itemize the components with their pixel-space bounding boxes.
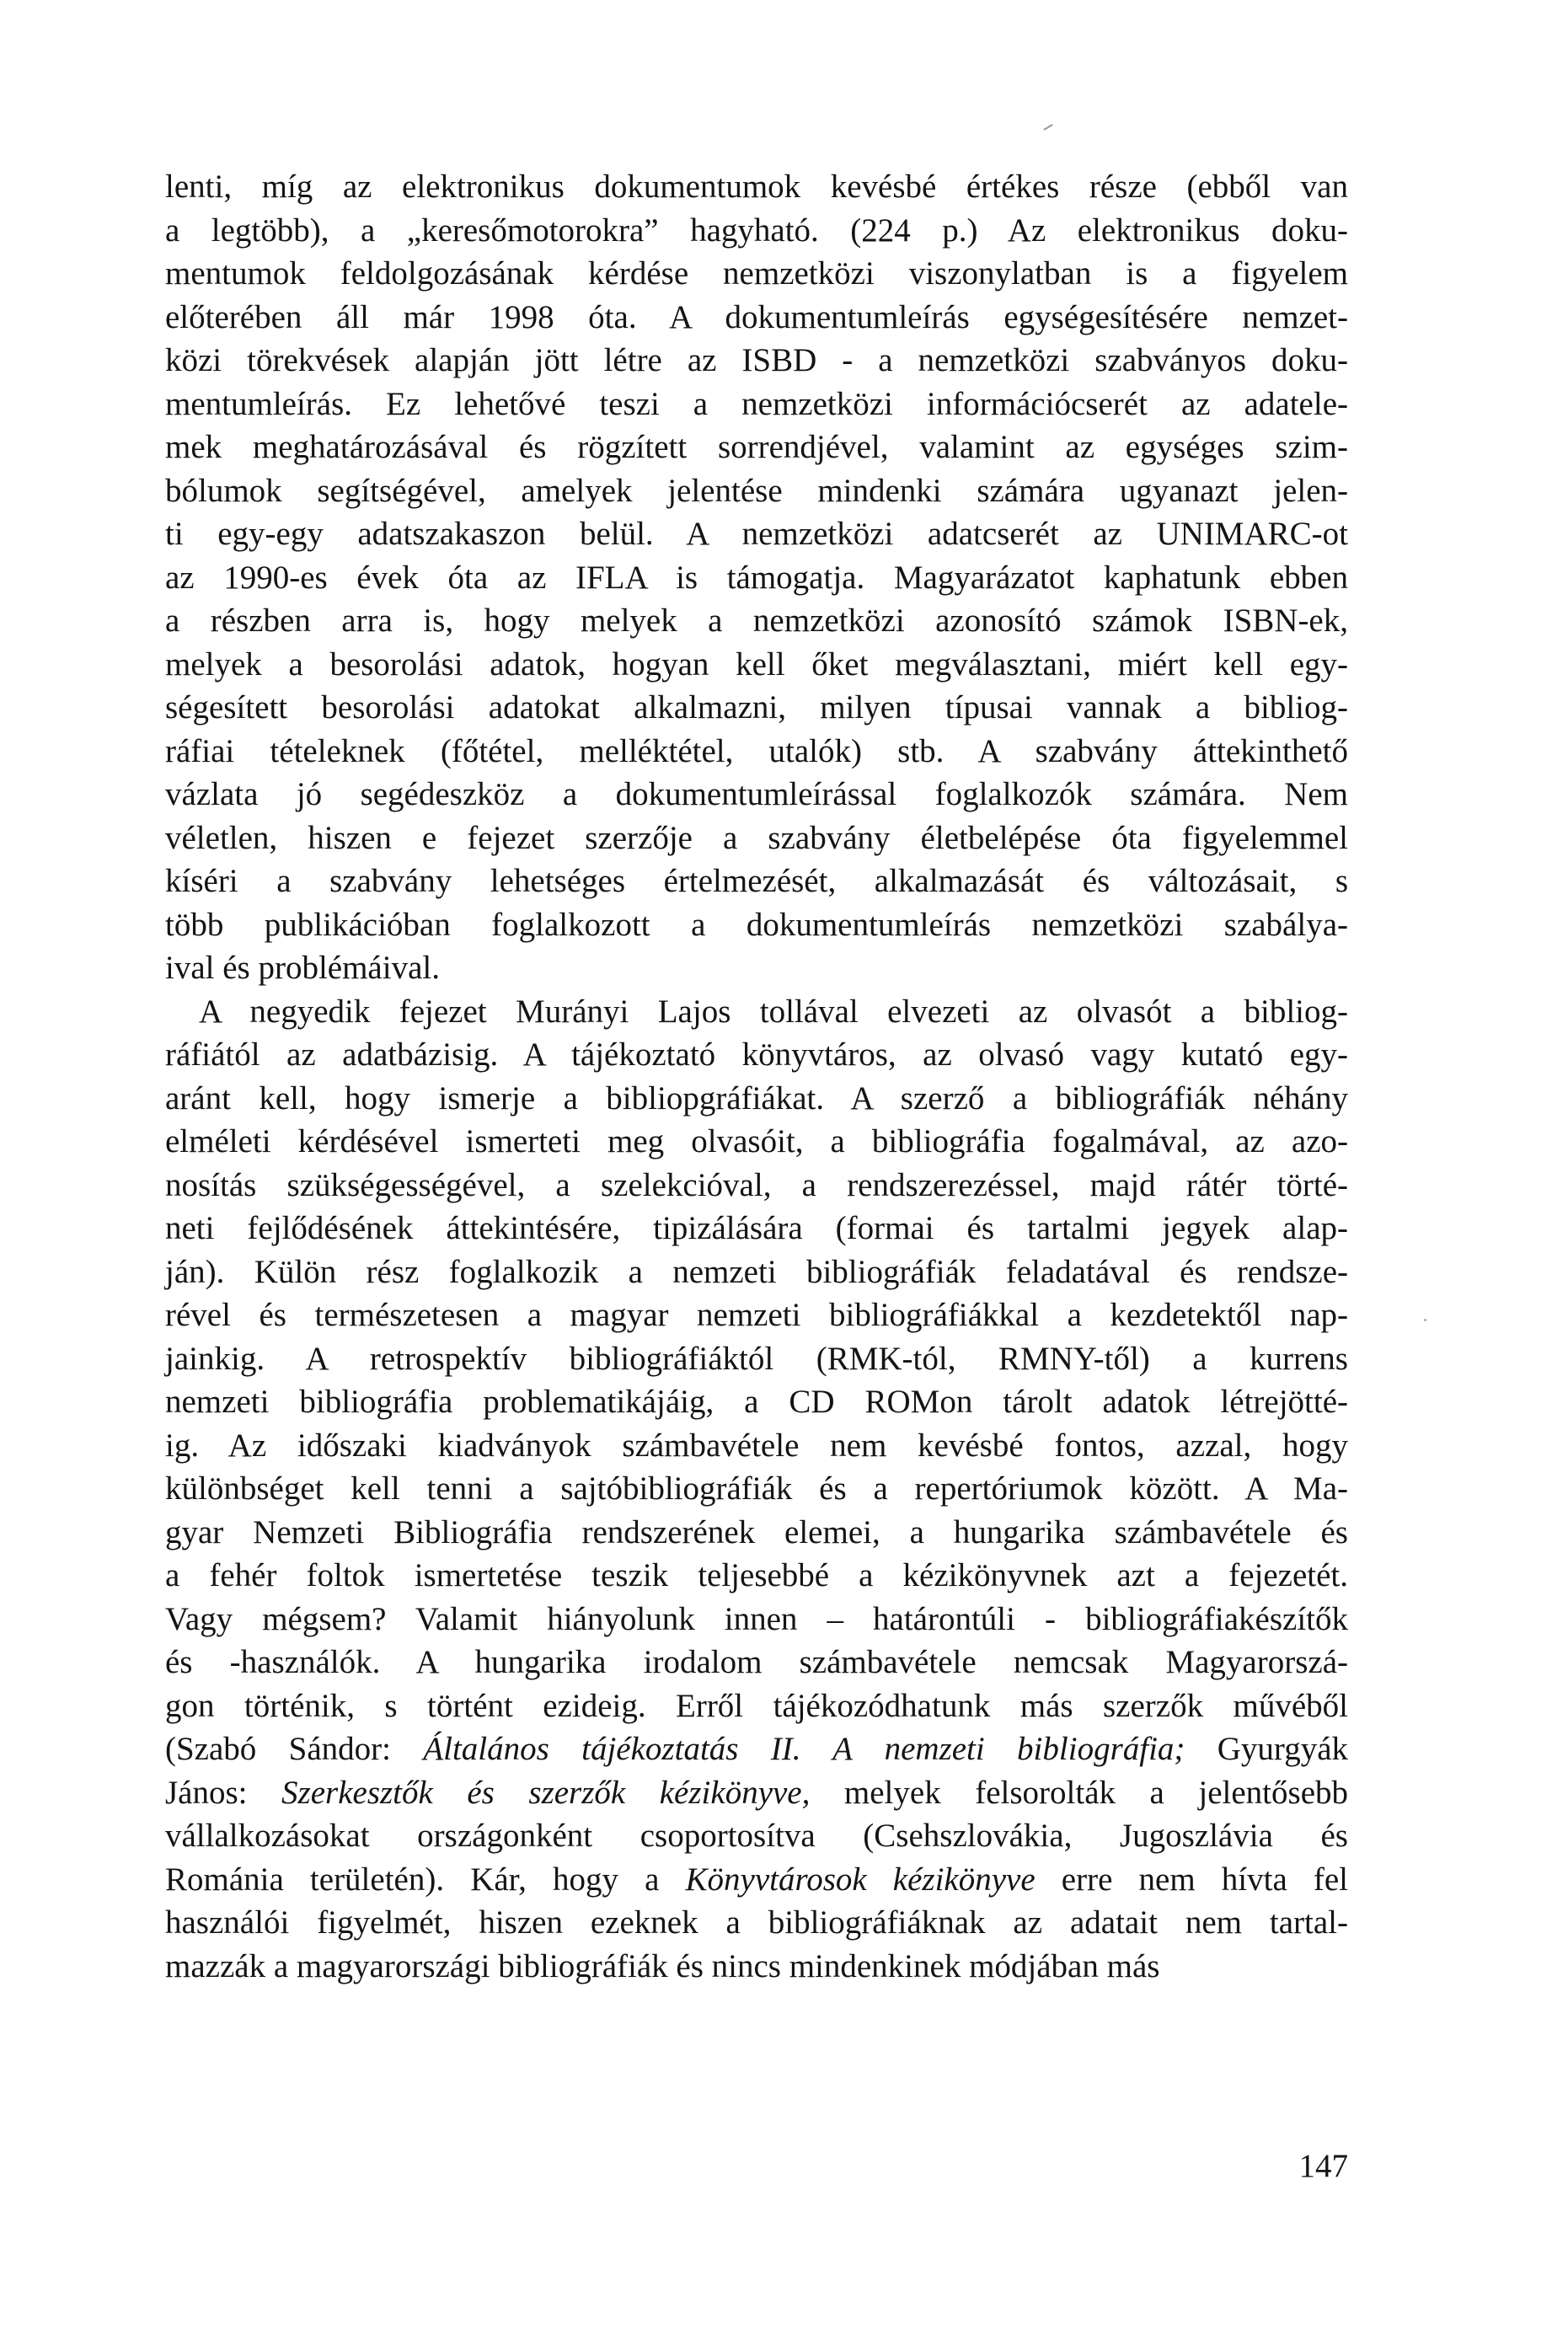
text-run: Románia területén). Kár, hogy a: [165, 1861, 686, 1898]
text-run: Gyurgyák: [1185, 1731, 1348, 1767]
italic-title: Könyvtárosok kézikönyve: [685, 1861, 1036, 1898]
text-line: rével és természetesen a magyar nemzeti bibliográfiákkal a kezdetektől nap-: [165, 1297, 1348, 1333]
text-line: aránt kell, hogy ismerje a bibliopgráfiákat. A szerző a bibliográfiák néhány: [165, 1079, 1348, 1117]
text-line: gyar Nemzeti Bibliográfia rendszerének elemei, a hungarika számbavétele és: [165, 1513, 1348, 1550]
text-line: neti fejlődésének áttekintésére, tipizálására (formai és tartalmi jegyek alap-: [165, 1210, 1348, 1246]
scan-speck: [1424, 1319, 1426, 1321]
text-line: különbséget kell tenni a sajtóbibliográfiák és a repertóriumok között. A Ma-: [165, 1470, 1348, 1507]
text-line: és -használók. A hungarika irodalom számbavétele nemcsak Magyarorszá-: [165, 1644, 1348, 1680]
text-line: előterében áll már 1998 óta. A dokumentumleírás egységesítésére nemzet-: [165, 298, 1348, 335]
text-line: kíséri a szabvány lehetséges értelmezését, alkalmazását és változásait, s: [165, 863, 1348, 899]
text-line: bólumok segítségével, amelyek jelentése mindenki számára ugyanazt jelen-: [165, 472, 1348, 509]
text-line: mentumleírás. Ez lehetővé teszi a nemzetközi információcserét az adatele-: [165, 385, 1348, 422]
text-line: [165, 1858, 1348, 1902]
text-line: véletlen, hiszen e fejezet szerzője a szabvány életbelépése óta figyelemmel: [165, 819, 1348, 856]
text-line: vázlata jó segédeszköz a dokumentumleírással foglalkozók számára. Nem: [165, 776, 1348, 812]
italic-title: Szerkesztők és szerzők kézikönyve,: [281, 1774, 811, 1811]
text-line: több publikációban foglalkozott a dokumentumleírás nemzetközi szabálya-: [165, 906, 1348, 943]
text-line: ráfiai tételeknek (főtétel, melléktétel, utalók) stb. A szabvány áttekinthető: [165, 732, 1348, 769]
text-run: (Szabó Sándor:: [165, 1731, 424, 1767]
text-run: erre nem hívta fel: [1035, 1861, 1348, 1898]
text-line: mazzák a magyarországi bibliográfiák és nincs mindenkinek módjában más: [165, 1947, 1160, 1984]
text-line: közi törekvések alapján jött létre az ISBD - a nemzetközi szabványos doku-: [165, 342, 1348, 378]
text-line: elméleti kérdésével ismerteti meg olvasóit, a bibliográfia fogalmával, az azo-: [165, 1123, 1348, 1159]
text-line: vállalkozásokat országonként csoportosítva (Csehszlovákia, Jugoszlávia és: [165, 1818, 1348, 1854]
text-line: ján). Külön rész foglalkozik a nemzeti bibliográfiák feladatával és rendsze-: [165, 1253, 1348, 1290]
text-line: ti egy-egy adatszakaszon belül. A nemzetközi adatcserét az UNIMARC-ot: [165, 516, 1348, 552]
text-line: [165, 1727, 1348, 1771]
text-line: Vagy mégsem? Valamit hiányolunk innen – határontúli - bibliográfiakészítők: [165, 1600, 1348, 1637]
text-line: ival és problémáival.: [165, 950, 440, 986]
text-line: használói figyelmét, hiszen ezeknek a bibliográfiáknak az adatait nem tartal-: [165, 1904, 1348, 1941]
page-number: 147: [1298, 2148, 1348, 2184]
text-line: [165, 1771, 1348, 1815]
body-text: [165, 165, 1348, 1988]
scan-speck: [1043, 124, 1052, 131]
text-line: ráfiától az adatbázisig. A tájékoztató könyvtáros, az olvasó vagy kutató egy-: [165, 1036, 1348, 1073]
text-line: az 1990-es évek óta az IFLA is támogatja. Magyarázatot kaphatunk ebben: [165, 559, 1348, 596]
text-line: nemzeti bibliográfia problematikájáig, a CD ROMon tárolt adatok létrejötté-: [165, 1384, 1348, 1420]
text-line: a legtöbb), a „keresőmotorokra” hagyható. (224 p.) Az elektronikus doku-: [165, 212, 1348, 249]
text-line: melyek a besorolási adatok, hogyan kell őket megválasztani, miért kell egy-: [165, 645, 1348, 683]
text-line: mentumok feldolgozásának kérdése nemzetközi viszonylatban is a figyelem: [165, 255, 1348, 292]
text-line: ig. Az időszaki kiadványok számbavétele nem kevésbé fontos, azzal, hogy: [165, 1427, 1348, 1464]
text-line: a fehér foltok ismertetése teszik teljesebbé a kézikönyvnek azt a fejezetét.: [165, 1557, 1348, 1593]
text-run: János:: [165, 1774, 282, 1811]
text-line: gon történik, s történt ezideig. Erről tájékozódhatunk más szerzők művéből: [165, 1687, 1348, 1724]
text-run: melyek felsorolták a jelentősebb: [810, 1774, 1349, 1811]
text-line: lenti, míg az elektronikus dokumentumok kevésbé értékes része (ebből van: [165, 169, 1348, 205]
text-line: a részben arra is, hogy melyek a nemzetközi azonosító számok ISBN-ek,: [165, 602, 1348, 639]
text-line: mek meghatározásával és rögzített sorrendjével, valamint az egységes szim-: [165, 429, 1348, 465]
text-line: A negyedik fejezet Murányi Lajos tollával elvezeti az olvasót a bibliog-: [199, 993, 1348, 1030]
text-line: jainkig. A retrospektív bibliográfiáktól (RMK-tól, RMNY-től) a kurrens: [165, 1340, 1348, 1377]
text-line: nosítás szükségességével, a szelekcióval, a rendszerezéssel, majd rátér törté-: [165, 1166, 1348, 1203]
italic-title: Általános tájékoztatás II. A nemzeti bibliográfia;: [423, 1731, 1185, 1767]
text-line: ségesített besorolási adatokat alkalmazni, milyen típusai vannak a bibliog-: [165, 689, 1348, 726]
